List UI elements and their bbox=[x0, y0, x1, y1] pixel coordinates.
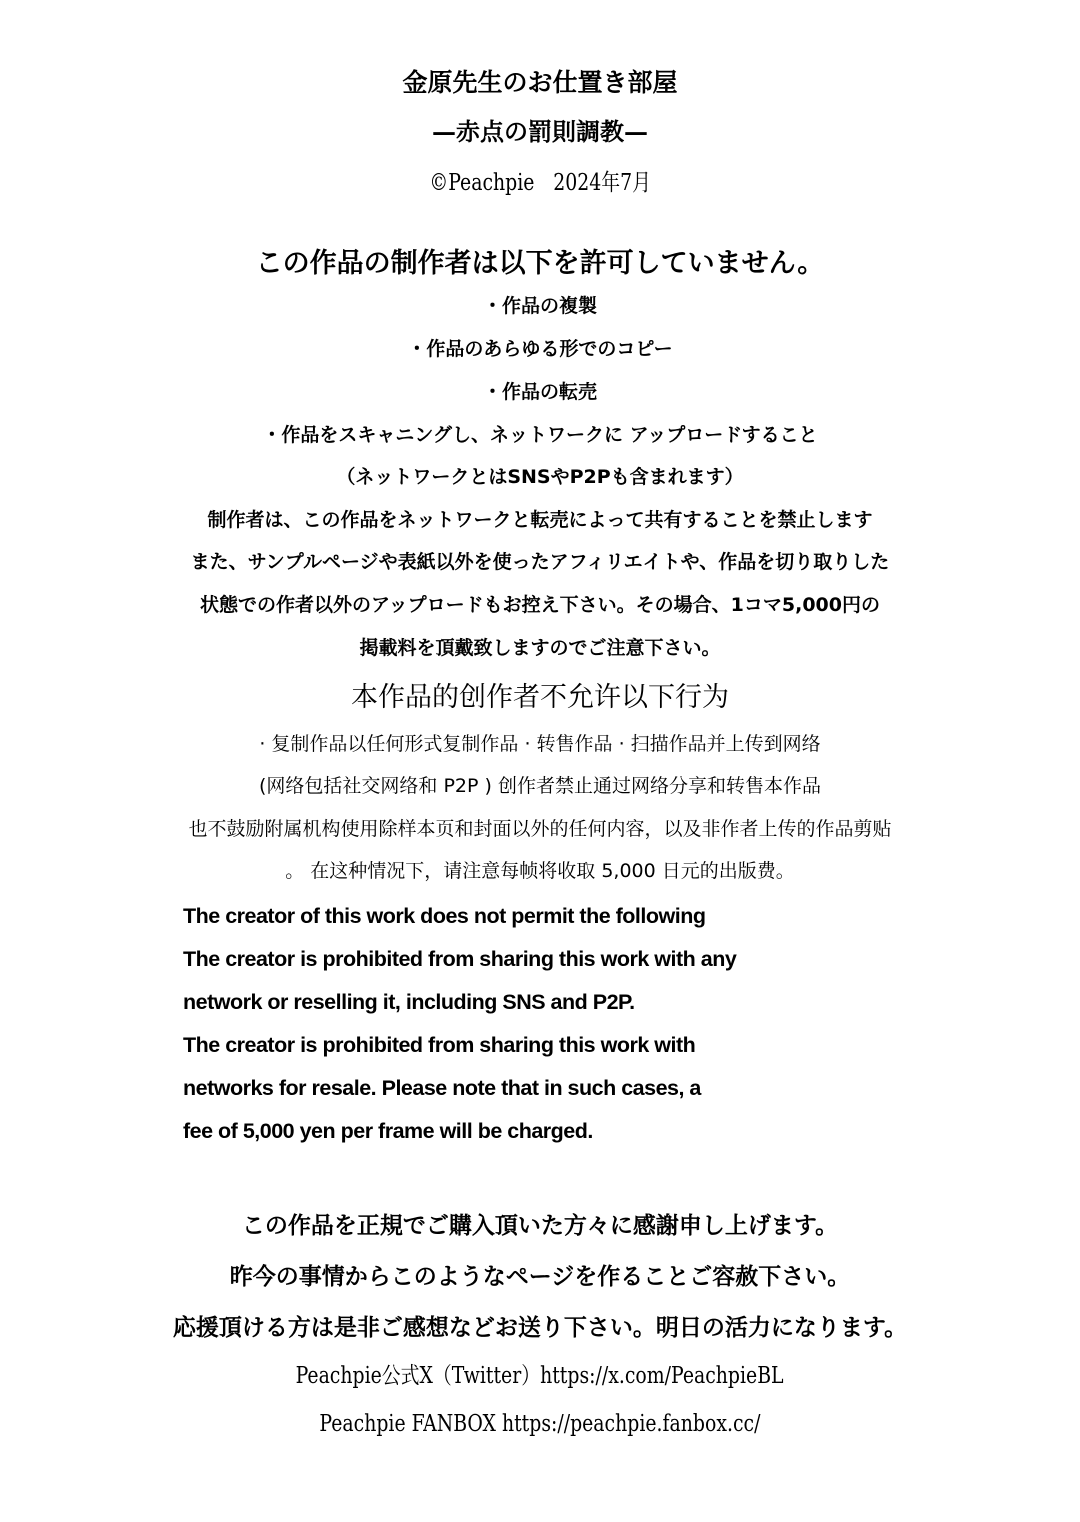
chinese-heading-text: 本作品的创作者不允许以下行为 bbox=[351, 682, 729, 713]
closing-line-text: 応援頂ける方は是非ご感想などお送り下さい。明日の活力になります。 bbox=[172, 1314, 908, 1341]
chinese-line-text: (网络包括社交网络和 P2P ) 创作者禁止通过网络分享和转售本作品 bbox=[259, 775, 821, 797]
japanese-item-text: ・作品のあらゆる形でのコピー bbox=[407, 338, 673, 360]
chinese-line-text: 也不鼓励附属机构使用除样本页和封面以外的任何内容，以及非作者上传的作品剪贴 bbox=[188, 818, 892, 840]
japanese-notice-line bbox=[0, 596, 1080, 615]
english-line: fee of 5,000 yen per frame will be charged. bbox=[183, 1119, 593, 1143]
chinese-line bbox=[0, 777, 1080, 796]
english-line: networks for resale. Please note that in such cases, a bbox=[183, 1076, 701, 1100]
closing-line-text: 昨今の事情からこのようなページを作ることご容赦下さい。 bbox=[229, 1263, 851, 1290]
chinese-line bbox=[0, 862, 1080, 881]
twitter-link[interactable]: Peachpie公式X（Twitter）https://x.com/PeachpieBL bbox=[295, 1363, 785, 1389]
japanese-item-text: ・作品の転売 bbox=[482, 381, 597, 403]
japanese-notice-line bbox=[0, 511, 1080, 530]
japanese-item bbox=[0, 426, 1080, 445]
closing-line bbox=[0, 1316, 1080, 1339]
chinese-line-text: · 复制作品以任何形式复制作品 · 转售作品 · 扫描作品并上传到网络 bbox=[259, 733, 821, 755]
english-line: The creator is prohibited from sharing this work with any bbox=[183, 947, 737, 971]
japanese-item-text: （ネットワークとはSNSやP2Pも含まれます） bbox=[336, 466, 744, 488]
japanese-item bbox=[0, 468, 1080, 487]
japanese-notice-text: 状態での作者以外のアップロードもお控え下さい。その場合、1コマ5,000円の bbox=[200, 594, 880, 616]
twitter-link-line bbox=[0, 1365, 1080, 1388]
english-line: The creator is prohibited from sharing this work with bbox=[183, 1033, 696, 1057]
japanese-notice-line bbox=[0, 639, 1080, 658]
chinese-line-text: 。 在这种情况下，请注意每帧将收取 5,000 日元的出版费。 bbox=[285, 860, 795, 882]
english-line: The creator of this work does not permit the following bbox=[183, 904, 706, 928]
copyright-text: ©Peachpie 2024年7月 bbox=[429, 170, 651, 196]
japanese-heading-text: この作品の制作者は以下を許可していません。 bbox=[255, 248, 825, 279]
japanese-item bbox=[0, 340, 1080, 359]
japanese-notice-text: また、サンプルページや表紙以外を使ったアフィリエイトや、作品を切り取りした bbox=[190, 551, 890, 573]
japanese-notice-text: 制作者は、この作品をネットワークと転売によって共有することを禁止します bbox=[207, 509, 873, 531]
fanbox-link-line bbox=[0, 1413, 1080, 1436]
work-subtitle-text: —赤点の罰則調教— bbox=[432, 117, 648, 146]
japanese-notice-text: 掲載料を頂戴致しますのでご注意下さい。 bbox=[359, 637, 721, 659]
fanbox-link[interactable]: Peachpie FANBOX https://peachpie.fanbox.cc/ bbox=[319, 1411, 761, 1437]
work-title bbox=[0, 70, 1080, 95]
english-line: network or reselling it, including SNS and P2P. bbox=[183, 990, 635, 1014]
japanese-item-text: ・作品の複製 bbox=[482, 295, 597, 317]
japanese-notice-line bbox=[0, 553, 1080, 572]
closing-line bbox=[0, 1265, 1080, 1288]
closing-line bbox=[0, 1214, 1080, 1237]
japanese-heading bbox=[0, 250, 1080, 277]
work-subtitle bbox=[0, 117, 1080, 146]
copyright-line bbox=[0, 172, 1080, 195]
japanese-item bbox=[0, 297, 1080, 316]
japanese-item bbox=[0, 383, 1080, 402]
japanese-item-text: ・作品をスキャニングし、ネットワークに アップロードすること bbox=[262, 424, 818, 446]
work-title-text: 金原先生のお仕置き部屋 bbox=[402, 68, 678, 97]
closing-line-text: この作品を正規でご購入頂いた方々に感謝申し上げます。 bbox=[241, 1212, 839, 1239]
chinese-line bbox=[0, 820, 1080, 839]
chinese-line bbox=[0, 735, 1080, 754]
chinese-heading bbox=[0, 684, 1080, 711]
